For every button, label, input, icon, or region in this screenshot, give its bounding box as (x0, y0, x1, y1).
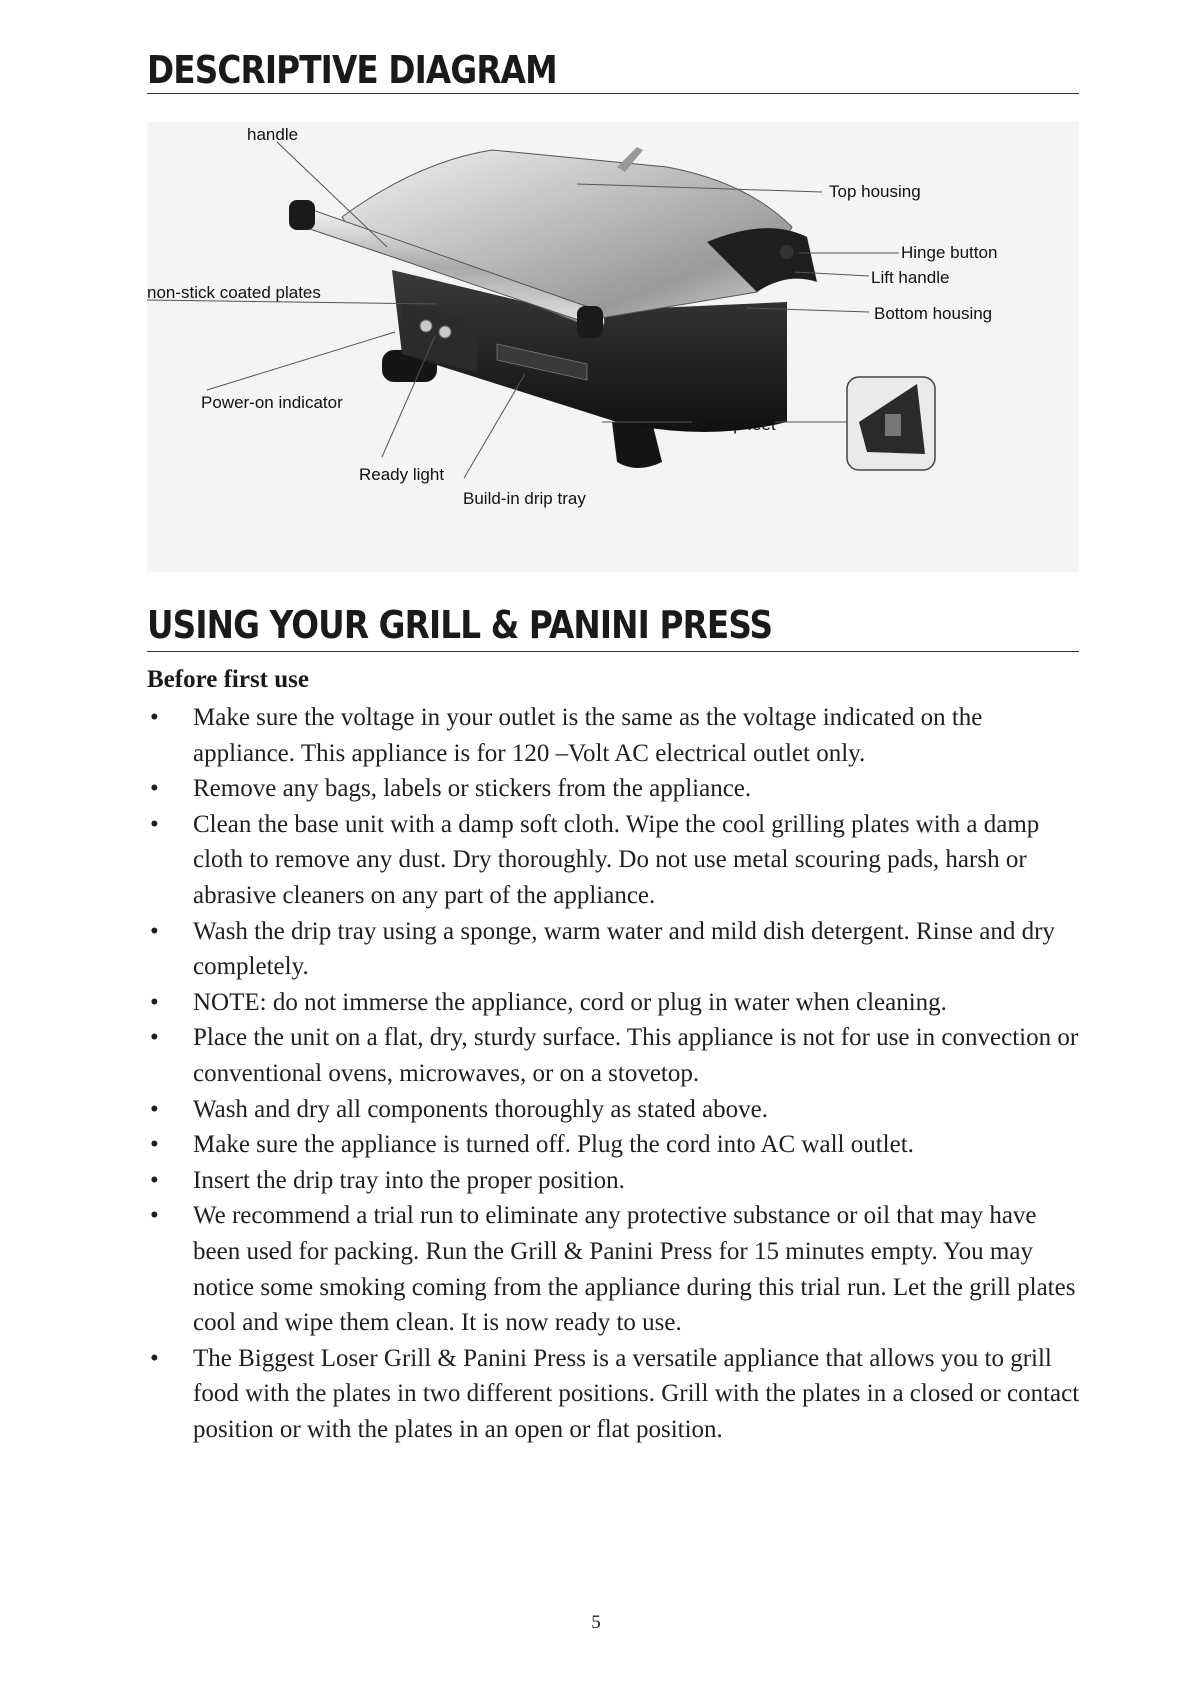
label-nonstick-plates: non-stick coated plates (147, 283, 321, 302)
list-item: • The Biggest Loser Grill & Panini Press is a versatile appliance that allows you to grill food with the plates in two different positions. Grill with the plates in a closed or contact position or with the plates in an open or flat position. (147, 1341, 1082, 1448)
list-item: • Remove any bags, labels or stickers from the appliance. (147, 771, 1082, 807)
grill-descriptive-diagram (147, 122, 1079, 572)
ready-light-shape (439, 326, 451, 338)
label-top-housing: Top housing (829, 182, 921, 201)
list-item: • Place the unit on a flat, dry, sturdy surface. This appliance is not for use in convection or conventional ovens, microwaves, or on a stovetop. (147, 1020, 1082, 1091)
list-item: • We recommend a trial run to eliminate any protective substance or oil that may have been used for packing. Run the Grill & Panini Press for 15 minutes empty. You may notice some smoking coming from the appliance during this trial run. Let the grill plates cool and wipe them clean. It is now ready to use. (147, 1198, 1082, 1340)
before-first-use-heading: Before first use (147, 666, 309, 693)
label-power-on-indicator: Power-on indicator (201, 393, 343, 412)
label-lift-handle: Lift handle (871, 268, 950, 287)
hinge-button-shape (780, 245, 794, 259)
label-handle: handle (247, 125, 299, 144)
diagram-title-rule (147, 93, 1079, 94)
label-ready-light: Ready light (359, 465, 445, 484)
label-hinge-button: Hinge button (901, 243, 998, 262)
before-first-use-list (147, 700, 1082, 1447)
using-section-title: USING YOUR GRILL & PANINI PRESS (147, 603, 773, 647)
tilt-foot-inset (847, 377, 935, 470)
power-light-shape (420, 320, 432, 332)
label-bottom-housing: Bottom housing (874, 304, 993, 323)
list-item: • Make sure the appliance is turned off. Plug the cord into AC wall outlet. (147, 1127, 1082, 1163)
list-item: • NOTE: do not immerse the appliance, cord or plug in water when cleaning. (147, 985, 1082, 1021)
label-drip-tray: Build-in drip tray (463, 489, 586, 508)
diagram-section-title: DESCRIPTIVE DIAGRAM (147, 48, 557, 92)
list-item: • Make sure the voltage in your outlet is the same as the voltage indicated on the appliance. This appliance is for 120 –Volt AC electrical outlet only. (147, 700, 1082, 771)
list-item: • Insert the drip tray into the proper position. (147, 1163, 1082, 1199)
list-item: • Wash the drip tray using a sponge, warm water and mild dish detergent. Rinse and dry completely. (147, 914, 1082, 985)
list-item: • Wash and dry all components thoroughly as stated above. (147, 1092, 1082, 1128)
using-title-rule (147, 651, 1079, 652)
page-number: 5 (591, 1612, 601, 1633)
list-item: • Clean the base unit with a damp soft cloth. Wipe the cool grilling plates with a damp cloth to remove any dust. Dry thoroughly. Do not use metal scouring pads, harsh or abrasive cleaners on any part of the appliance. (147, 807, 1082, 914)
label-tilt-up-feet: Tilt-up feet (696, 415, 776, 434)
